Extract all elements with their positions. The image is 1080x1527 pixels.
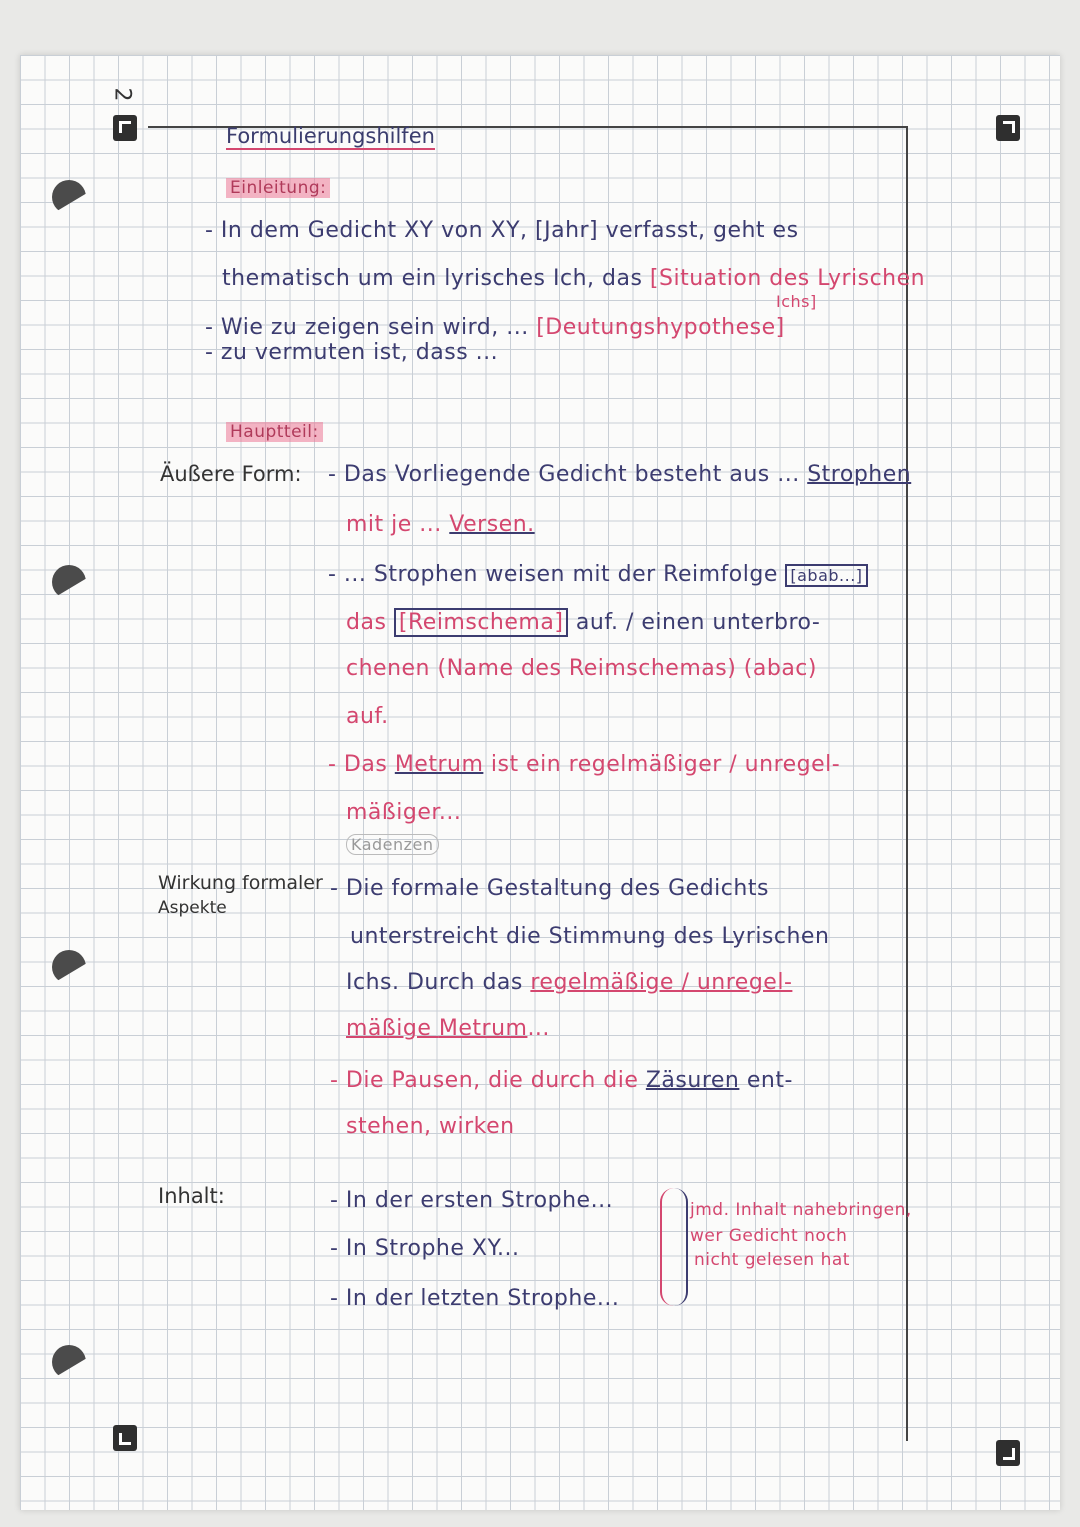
intro-line-3: - Wie zu zeigen sein wird, ... [Deutungshypothese] bbox=[205, 315, 785, 340]
content-line-2: - In Strophe XY... bbox=[330, 1236, 520, 1261]
section-title-main: Hauptteil: bbox=[226, 418, 323, 443]
outer-form-line-6: auf. bbox=[346, 704, 389, 729]
label-content: Inhalt: bbox=[158, 1184, 225, 1208]
effect-line-2: unterstreicht die Stimmung des Lyrischen bbox=[350, 924, 830, 949]
outer-form-line-4: das [Reimschema] auf. / einen unterbro- bbox=[346, 610, 821, 635]
outer-form-line-3: - ... Strophen weisen mit der Reimfolge [abab...] bbox=[328, 562, 868, 587]
page-number: 2 bbox=[109, 87, 135, 102]
content-line-3: - In der letzten Strophe... bbox=[330, 1286, 620, 1311]
effect-line-6: stehen, wirken bbox=[346, 1114, 515, 1139]
note-kadenzen: Kadenzen bbox=[346, 834, 439, 855]
content-line-1: - In der ersten Strophe... bbox=[330, 1188, 614, 1213]
intro-line-2-cont: Ichs] bbox=[776, 292, 817, 311]
page-title: Formulierungshilfen bbox=[226, 124, 435, 148]
label-effect-1: Wirkung formaler bbox=[158, 872, 323, 894]
effect-line-5: - Die Pausen, die durch die Zäsuren ent- bbox=[330, 1068, 793, 1093]
brace-bracket bbox=[672, 1188, 688, 1306]
outer-form-line-2: mit je ... Versen. bbox=[346, 512, 535, 537]
effect-line-3: Ichs. Durch das regelmäßige / unregel- bbox=[346, 970, 793, 995]
content-note-3: nicht gelesen hat bbox=[694, 1250, 850, 1270]
outer-form-line-7: - Das Metrum ist ein regelmäßiger / unregel- bbox=[328, 752, 841, 777]
corner-marker-icon bbox=[996, 115, 1020, 141]
corner-marker-icon bbox=[996, 1440, 1020, 1466]
corner-marker-icon bbox=[113, 1425, 137, 1451]
outer-form-line-8: mäßiger... bbox=[346, 800, 462, 825]
intro-line-2: thematisch um ein lyrisches Ich, das [Situation des Lyrischen bbox=[222, 266, 926, 291]
content-note-2: wer Gedicht noch bbox=[690, 1226, 848, 1246]
frame-line-right bbox=[906, 126, 908, 1441]
label-effect-2: Aspekte bbox=[158, 898, 227, 918]
intro-line-1: - In dem Gedicht XY von XY, [Jahr] verfasst, geht es bbox=[205, 218, 799, 243]
effect-line-1: - Die formale Gestaltung des Gedichts bbox=[330, 876, 769, 901]
effect-line-4: mäßige Metrum... bbox=[346, 1016, 550, 1041]
intro-line-4: - zu vermuten ist, dass ... bbox=[205, 340, 499, 365]
outer-form-line-1: - Das Vorliegende Gedicht besteht aus ... Strophen bbox=[328, 462, 912, 487]
outer-form-line-5: chenen (Name des Reimschemas) (abac) bbox=[346, 656, 817, 681]
content-note-1: jmd. Inhalt nahebringen, bbox=[690, 1200, 912, 1220]
label-outer-form: Äußere Form: bbox=[160, 462, 302, 486]
corner-marker-icon bbox=[113, 115, 137, 141]
section-title-intro: Einleitung: bbox=[226, 174, 330, 199]
